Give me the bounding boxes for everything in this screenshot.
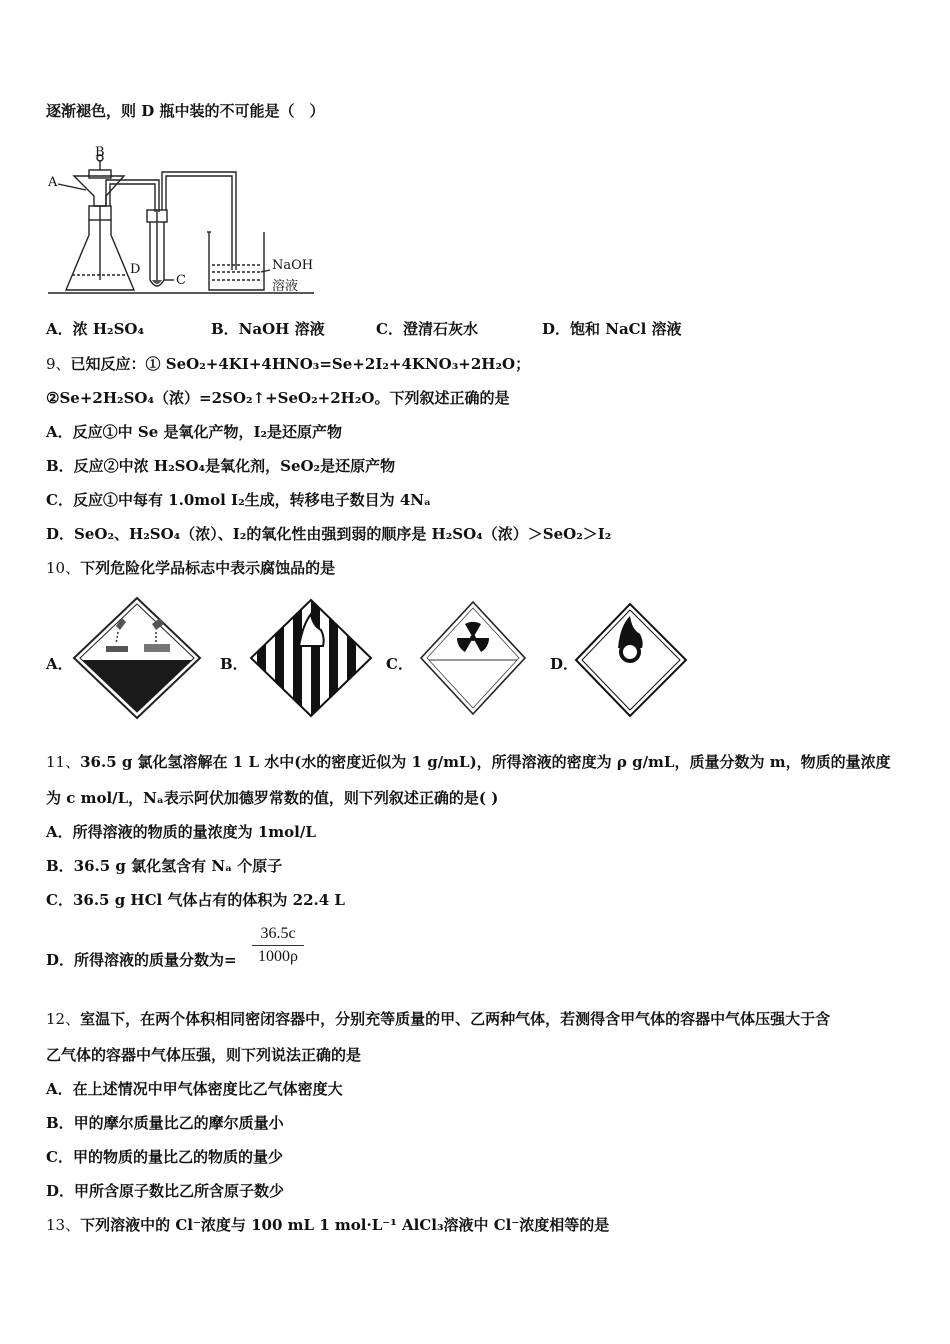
label-a: A bbox=[48, 175, 58, 190]
q10-number: 10、 bbox=[46, 559, 81, 577]
q11-stem-2: 为 c mol/L，Nₐ表示阿伏加德罗常数的值，则下列叙述正确的是( ) bbox=[46, 789, 499, 807]
q11-option-d: D．所得溶液的质量分数为= bbox=[46, 951, 237, 969]
q12-stem-1: 12、室温下，在两个体积相同密闭容器中，分别充等质量的甲、乙两种气体，若测得含甲气体的容器中气体压强大于含 bbox=[46, 1010, 831, 1028]
q13-stem: 13、下列溶液中的 Cl⁻浓度与 100 mL 1 mol·L⁻¹ AlCl₃溶液中 Cl⁻浓度相等的是 bbox=[46, 1216, 610, 1234]
q12-option-a: A．在上述情况中甲气体密度比乙气体密度大 bbox=[46, 1080, 343, 1098]
explosive-flammable-sign-icon bbox=[247, 596, 375, 720]
q9-number: 9、 bbox=[46, 355, 71, 373]
q9-option-a: A．反应①中 Se 是氧化产物，I₂是还原产物 bbox=[46, 423, 343, 441]
intro-line: 逐渐褪色，则 D 瓶中装的不可能是（ ） bbox=[46, 102, 325, 120]
q11-option-c: C．36.5 g HCl 气体占有的体积为 22.4 L bbox=[46, 891, 345, 909]
q9-stem-1: 9、已知反应：① SeO₂+4KI+4HNO₃=Se+2I₂+4KNO₃+2H₂O； bbox=[46, 355, 531, 373]
q11-option-b: B．36.5 g 氯化氢含有 Nₐ 个原子 bbox=[46, 857, 283, 875]
q9-stem-2: ②Se+2H₂SO₄（浓）=2SO₂↑+SeO₂+2H₂O。下列叙述正确的是 bbox=[46, 389, 510, 407]
q11-fraction bbox=[252, 925, 304, 966]
q10-option-d-label: D． bbox=[550, 655, 579, 673]
q12-option-d: D．甲所含原子数比乙所含原子数少 bbox=[46, 1182, 285, 1200]
naoh-label: NaOH bbox=[272, 258, 314, 273]
q11-stem-1: 11、36.5 g 氯化氢溶解在 1 L 水中(水的密度近似为 1 g/mL)，所得溶液的密度为 ρ g/mL，质量分数为 m，物质的量浓度 bbox=[46, 753, 891, 771]
fraction-denominator: 1000ρ bbox=[258, 948, 298, 965]
q10-option-a-label: A． bbox=[46, 655, 73, 673]
q13-number: 13、 bbox=[46, 1216, 81, 1234]
q12-option-b: B．甲的摩尔质量比乙的摩尔质量小 bbox=[46, 1114, 284, 1132]
label-d: D bbox=[130, 262, 141, 277]
q8-option-d: D．饱和 NaCl 溶液 bbox=[542, 320, 682, 338]
label-c: C bbox=[176, 273, 186, 288]
q12-option-c: C．甲的物质的量比乙的物质的量少 bbox=[46, 1148, 283, 1166]
q8-option-c: C．澄清石灰水 bbox=[376, 320, 478, 338]
q11-option-a: A．所得溶液的物质的量浓度为 1mol/L bbox=[46, 823, 316, 841]
oxidizer-sign-icon bbox=[574, 602, 690, 720]
radioactive-sign-icon bbox=[417, 598, 529, 718]
q8-option-b: B．NaOH 溶液 bbox=[211, 320, 325, 338]
q9-option-d: D．SeO₂、H₂SO₄（浓）、I₂的氧化性由强到弱的顺序是 H₂SO₄（浓）＞SeO₂＞I₂ bbox=[46, 525, 612, 543]
q9-option-c: C．反应①中每有 1.0mol I₂生成，转移电子数目为 4Nₐ bbox=[46, 491, 431, 509]
q11-number: 11、 bbox=[46, 753, 81, 771]
q10-option-b-label: B． bbox=[220, 655, 248, 673]
corrosive-sign-icon bbox=[72, 596, 202, 720]
q8-option-a: A．浓 H₂SO₄ bbox=[46, 320, 145, 338]
label-b: B bbox=[95, 145, 105, 160]
fraction-numerator: 36.5c bbox=[252, 925, 304, 946]
naoh-solution-label: 溶液 bbox=[272, 279, 299, 294]
q12-number: 12、 bbox=[46, 1010, 81, 1028]
q10-stem: 10、下列危险化学品标志中表示腐蚀品的是 bbox=[46, 559, 336, 577]
q9-option-b: B．反应②中浓 H₂SO₄是氧化剂，SeO₂是还原产物 bbox=[46, 457, 396, 475]
q10-option-c-label: C． bbox=[386, 655, 413, 673]
q12-stem-2: 乙气体的容器中气体压强，则下列说法正确的是 bbox=[46, 1046, 362, 1064]
